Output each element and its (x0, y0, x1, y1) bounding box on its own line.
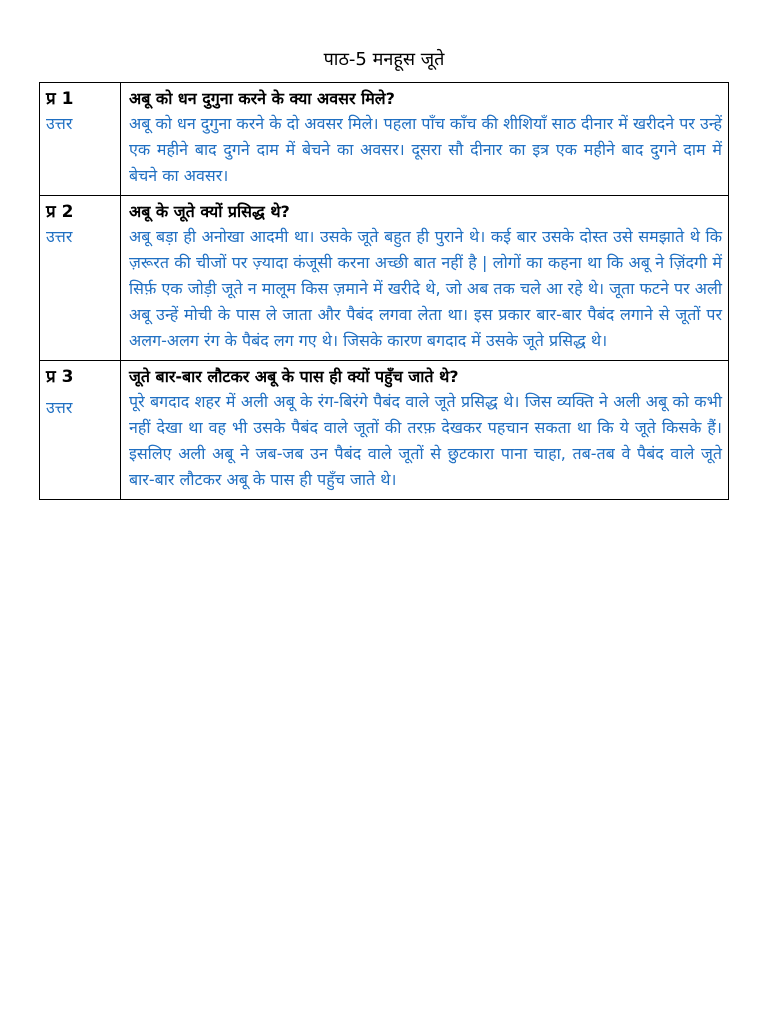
qa-text-cell (121, 196, 729, 361)
answer-text: अबू को धन दुगुना करने के दो अवसर मिले। पहला पाँच काँच की शीशियाँ साठ दीनार में खरीदने पर उन्हें एक महीने बाद दुगने दाम में बेचने का अवसर। दूसरा सौ दीनार का इत्र एक महीने बाद दुगने दाम में बेचने का अवसर। (129, 114, 722, 185)
qa-table (39, 82, 729, 500)
page-title: पाठ-5 मनहूस जूते (323, 49, 445, 70)
answer-text: अबू बड़ा ही अनोखा आदमी था। उसके जूते बहुत ही पुराने थे। कई बार उसके दोस्त उसे समझाते थे कि ज़रूरत की चीजों पर ज़्यादा कंजूसी करना अच्छी बात नहीं है | लोगों का कहना था कि अबू ने ज़िंदगी में सिर्फ़ एक जोड़ी जूते न मालूम किस ज़माने में खरीदे थे, जो अब तक चले आ रहे थे। जूता फटने पर अली अबू उन्हें मोची के पास ले जाता और पैबंद लगवा लेता था। इस प्रकार बार-बार पैबंद लगाने से जूतों पर अलग-अलग रंग के पैबंद लग गए थे। जिसके कारण बगदाद में उसके जूते प्रसिद्ध थे। (129, 227, 722, 350)
question-label-cell (40, 196, 121, 361)
question-number: प्र 1 (46, 89, 74, 109)
question-number: प्र 2 (46, 202, 74, 222)
question-number: प्र 3 (46, 367, 74, 387)
answer-text: पूरे बगदाद शहर में अली अबू के रंग-बिरंगे पैबंद वाले जूते प्रसिद्ध थे। जिस व्यक्ति ने अली अबू को कभी नहीं देखा था वह भी उसके पैबंद वाले जूतों की तरफ़ देखकर पहचान सकता था कि ये जूते किसके हैं। इसलिए अली अबू ने जब-जब उन पैबंद वाले जूतों से छुटकारा पाना चाहा, तब-तब वे पैबंद वाले जूते बार-बार लौटकर अबू के पास ही पहुँच जाते थे। (129, 392, 722, 489)
answer-label: उत्तर (46, 227, 73, 246)
question-text: अबू के जूते क्यों प्रसिद्ध थे? (129, 202, 290, 221)
answer-label: उत्तर (46, 114, 73, 133)
answer-label: उत्तर (46, 398, 73, 417)
table-row (40, 196, 729, 361)
qa-text-cell (121, 361, 729, 500)
question-label-cell (40, 83, 121, 196)
question-text: अबू को धन दुगुना करने के क्या अवसर मिले? (129, 89, 395, 108)
question-label-cell (40, 361, 121, 500)
qa-text-cell (121, 83, 729, 196)
table-row (40, 83, 729, 196)
table-row (40, 361, 729, 500)
question-text: जूते बार-बार लौटकर अबू के पास ही क्यों पहुँच जाते थे? (129, 367, 459, 386)
